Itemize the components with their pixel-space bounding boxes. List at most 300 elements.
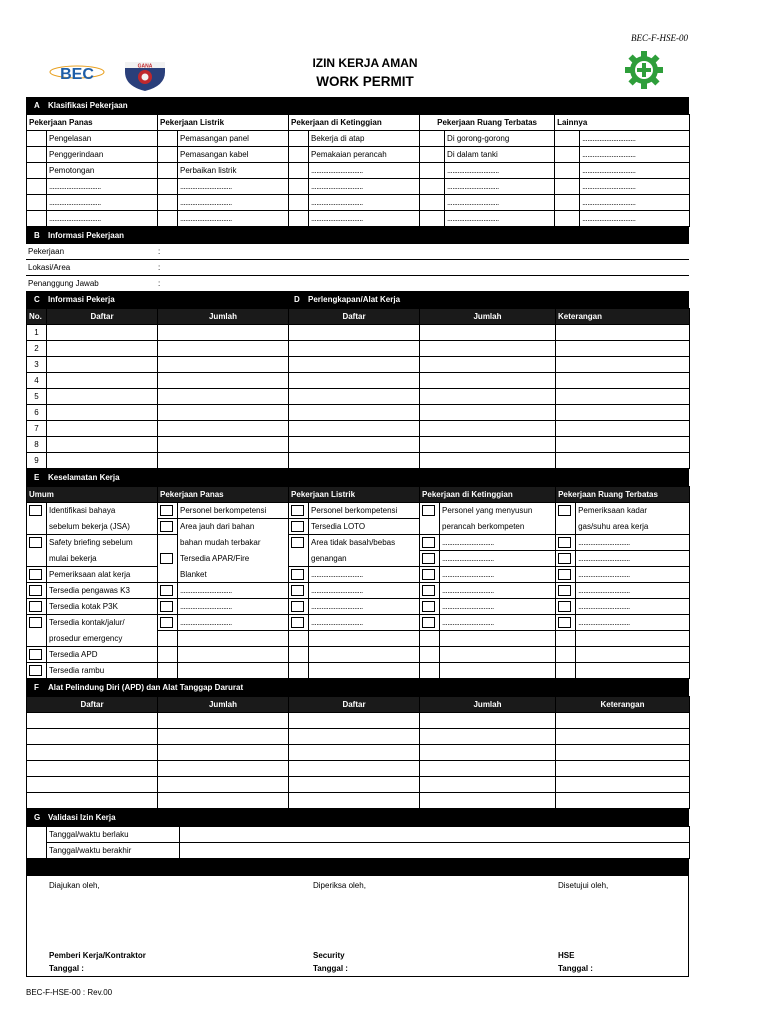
option-label[interactable]: .............................. bbox=[445, 163, 555, 179]
job-classification-table bbox=[26, 114, 690, 227]
cell[interactable] bbox=[289, 437, 420, 453]
section-title: Informasi Pekerjaan bbox=[48, 231, 125, 240]
column-header: Pekerjaan di Ketinggian bbox=[420, 487, 556, 503]
role-label: HSE bbox=[558, 951, 575, 960]
cell[interactable] bbox=[289, 389, 420, 405]
checklist-label: Tersedia kontak/jalur/ bbox=[47, 615, 158, 631]
checkbox-cell[interactable] bbox=[158, 179, 178, 195]
role-label: Security bbox=[313, 951, 345, 960]
colon: : bbox=[158, 279, 161, 288]
checklist-label: Tersedia kotak P3K bbox=[47, 599, 158, 615]
checklist-label: Personel yang menyusun bbox=[440, 503, 556, 519]
cell[interactable] bbox=[289, 713, 420, 729]
cell[interactable] bbox=[47, 325, 158, 341]
checkbox[interactable] bbox=[291, 521, 304, 532]
cell[interactable] bbox=[556, 713, 690, 729]
option-label[interactable]: ............................... bbox=[580, 147, 690, 163]
checklist-blank[interactable]: .............................. bbox=[309, 567, 420, 583]
cell[interactable] bbox=[420, 761, 556, 777]
checkbox-cell[interactable] bbox=[555, 147, 580, 163]
column-header: Daftar bbox=[289, 309, 420, 325]
column-header: No. bbox=[27, 309, 47, 325]
option-label: Pemasangan panel bbox=[178, 131, 289, 147]
cell[interactable] bbox=[420, 453, 556, 469]
checkbox-cell[interactable] bbox=[289, 131, 309, 147]
responsible-input[interactable] bbox=[156, 276, 689, 292]
table-row bbox=[27, 405, 690, 421]
cell[interactable] bbox=[47, 453, 158, 469]
column-header: Pekerjaan Panas bbox=[27, 115, 158, 131]
checkbox-cell[interactable] bbox=[27, 131, 47, 147]
job-input[interactable] bbox=[156, 244, 689, 260]
cell[interactable] bbox=[158, 793, 289, 809]
colon: : bbox=[158, 247, 161, 256]
signature-bar bbox=[26, 859, 689, 876]
checkbox-cell[interactable] bbox=[158, 131, 178, 147]
checklist-blank[interactable]: .............................. bbox=[309, 599, 420, 615]
checkbox-cell[interactable] bbox=[420, 131, 445, 147]
checklist-blank[interactable]: .............................. bbox=[440, 551, 556, 567]
checklist-label: sebelum bekerja (JSA) bbox=[47, 519, 158, 535]
cell[interactable] bbox=[556, 421, 690, 437]
row-number: 6 bbox=[27, 405, 47, 421]
column-header: Jumlah bbox=[420, 309, 556, 325]
option-label[interactable]: .............................. bbox=[309, 163, 420, 179]
cell[interactable] bbox=[556, 389, 690, 405]
option-label[interactable]: .............................. bbox=[47, 179, 158, 195]
table-row bbox=[27, 211, 690, 227]
cell[interactable] bbox=[47, 341, 158, 357]
section-b-bar bbox=[26, 227, 689, 244]
cell[interactable] bbox=[420, 357, 556, 373]
checklist-blank[interactable]: .............................. bbox=[178, 599, 289, 615]
checkbox[interactable] bbox=[160, 553, 173, 564]
table-row bbox=[27, 131, 690, 147]
checkbox-cell[interactable] bbox=[420, 195, 445, 211]
cell[interactable] bbox=[556, 437, 690, 453]
section-letter: A bbox=[34, 101, 40, 110]
cell[interactable] bbox=[158, 713, 289, 729]
cell[interactable] bbox=[289, 421, 420, 437]
table-row bbox=[27, 827, 690, 843]
cell[interactable] bbox=[289, 729, 420, 745]
checkbox[interactable] bbox=[422, 569, 435, 580]
date-label: Tanggal : bbox=[49, 964, 84, 973]
checkbox-cell[interactable] bbox=[555, 211, 580, 227]
date-label: Tanggal : bbox=[558, 964, 593, 973]
column-header: Keterangan bbox=[556, 697, 690, 713]
checklist-label: Pemeriksaan alat kerja bbox=[47, 567, 158, 583]
row-number: 2 bbox=[27, 341, 47, 357]
column-header: Umum bbox=[27, 487, 158, 503]
checklist-label: Area jauh dari bahan bbox=[178, 519, 289, 535]
cell[interactable] bbox=[47, 405, 158, 421]
cell[interactable] bbox=[158, 777, 289, 793]
checkbox[interactable] bbox=[160, 585, 173, 596]
row-number: 5 bbox=[27, 389, 47, 405]
checkbox-cell[interactable] bbox=[158, 195, 178, 211]
cell[interactable] bbox=[158, 761, 289, 777]
section-title: Informasi Pekerja bbox=[48, 295, 115, 304]
checkbox-cell[interactable] bbox=[289, 179, 309, 195]
option-label[interactable]: .............................. bbox=[309, 179, 420, 195]
column-header: Pekerjaan Panas bbox=[158, 487, 289, 503]
option-label: Di gorong-gorong bbox=[445, 131, 555, 147]
checklist-blank[interactable]: .............................. bbox=[576, 615, 690, 631]
table-row bbox=[27, 663, 690, 679]
cell[interactable] bbox=[556, 793, 690, 809]
checkbox[interactable] bbox=[422, 601, 435, 612]
cell[interactable] bbox=[158, 421, 289, 437]
checkbox[interactable] bbox=[558, 617, 571, 628]
cell[interactable] bbox=[289, 341, 420, 357]
cell[interactable] bbox=[289, 745, 420, 761]
table-row bbox=[27, 535, 690, 551]
colon: : bbox=[158, 263, 161, 272]
checkbox-cell[interactable] bbox=[555, 163, 580, 179]
table-row bbox=[27, 519, 690, 535]
checkbox[interactable] bbox=[291, 617, 304, 628]
cell[interactable] bbox=[420, 793, 556, 809]
column-header: Keterangan bbox=[556, 309, 690, 325]
table-row bbox=[27, 745, 690, 761]
checkbox[interactable] bbox=[558, 553, 571, 564]
cell[interactable] bbox=[158, 341, 289, 357]
field-label: Pekerjaan bbox=[26, 244, 156, 260]
cell[interactable] bbox=[556, 373, 690, 389]
checkbox-cell[interactable] bbox=[289, 147, 309, 163]
checkbox-cell[interactable] bbox=[158, 163, 178, 179]
section-letter: B bbox=[34, 231, 40, 240]
cell[interactable] bbox=[289, 453, 420, 469]
table-row bbox=[27, 325, 690, 341]
cell[interactable] bbox=[420, 421, 556, 437]
checkbox-cell[interactable] bbox=[420, 147, 445, 163]
cell[interactable] bbox=[47, 421, 158, 437]
checkbox[interactable] bbox=[558, 505, 571, 516]
checkbox[interactable] bbox=[291, 585, 304, 596]
checkbox[interactable] bbox=[29, 617, 42, 628]
checklist-label: Safety briefing sebelum bbox=[47, 535, 158, 551]
checklist-blank[interactable]: .............................. bbox=[309, 615, 420, 631]
column-header: Daftar bbox=[27, 697, 158, 713]
cell[interactable] bbox=[27, 729, 158, 745]
checklist-label: Personel berkompetensi bbox=[178, 503, 289, 519]
checkbox[interactable] bbox=[29, 505, 42, 516]
checkbox[interactable] bbox=[422, 537, 435, 548]
cell[interactable] bbox=[47, 437, 158, 453]
checklist-blank[interactable]: .............................. bbox=[178, 615, 289, 631]
checklist-label: Blanket bbox=[178, 567, 289, 583]
option-label: Pemasangan kabel bbox=[178, 147, 289, 163]
checkbox[interactable] bbox=[29, 537, 42, 548]
option-label[interactable]: .............................. bbox=[178, 211, 289, 227]
cell[interactable] bbox=[27, 761, 158, 777]
workers-equipment-table bbox=[26, 308, 690, 469]
cell[interactable] bbox=[420, 373, 556, 389]
cell[interactable] bbox=[289, 373, 420, 389]
table-row bbox=[27, 163, 690, 179]
section-title: Klasifikasi Pekerjaan bbox=[48, 101, 128, 110]
option-label[interactable]: .............................. bbox=[47, 211, 158, 227]
checklist-blank[interactable]: .............................. bbox=[440, 599, 556, 615]
cell[interactable] bbox=[27, 793, 158, 809]
cell[interactable] bbox=[289, 777, 420, 793]
field-label: Penanggung Jawab bbox=[28, 279, 99, 288]
checkbox-cell[interactable] bbox=[420, 163, 445, 179]
checkbox[interactable] bbox=[291, 601, 304, 612]
table-row bbox=[27, 179, 690, 195]
table-row bbox=[27, 567, 690, 583]
checkbox[interactable] bbox=[558, 569, 571, 580]
option-label[interactable]: ............................... bbox=[580, 179, 690, 195]
checklist-label: Identifikasi bahaya bbox=[47, 503, 158, 519]
cell[interactable] bbox=[289, 357, 420, 373]
checkbox-cell[interactable] bbox=[289, 163, 309, 179]
checkbox-cell[interactable] bbox=[555, 195, 580, 211]
option-label: Bekerja di atap bbox=[309, 131, 420, 147]
option-label: Penggerindaan bbox=[47, 147, 158, 163]
location-input[interactable] bbox=[156, 260, 689, 276]
checkbox-cell[interactable] bbox=[27, 211, 47, 227]
row-number: 7 bbox=[27, 421, 47, 437]
checkbox-cell[interactable] bbox=[420, 211, 445, 227]
cell[interactable] bbox=[556, 777, 690, 793]
checklist-label: Tersedia LOTO bbox=[309, 519, 420, 535]
table-row bbox=[27, 599, 690, 615]
cell[interactable] bbox=[420, 325, 556, 341]
valid-from-input[interactable] bbox=[180, 827, 690, 843]
cell[interactable] bbox=[420, 745, 556, 761]
option-label[interactable]: ............................... bbox=[580, 195, 690, 211]
row-number: 1 bbox=[27, 325, 47, 341]
checkbox[interactable] bbox=[29, 585, 42, 596]
checkbox[interactable] bbox=[160, 521, 173, 532]
cell[interactable] bbox=[420, 777, 556, 793]
checklist-blank[interactable]: .............................. bbox=[440, 583, 556, 599]
option-label[interactable]: .............................. bbox=[309, 211, 420, 227]
column-header: Pekerjaan Ruang Terbatas bbox=[556, 487, 690, 503]
checkbox[interactable] bbox=[160, 617, 173, 628]
cell[interactable] bbox=[556, 357, 690, 373]
table-row bbox=[27, 777, 690, 793]
title-english: WORK PERMIT bbox=[316, 74, 414, 89]
checklist-blank[interactable]: .............................. bbox=[309, 583, 420, 599]
table-row bbox=[27, 843, 690, 859]
cell[interactable] bbox=[289, 405, 420, 421]
signature-area bbox=[26, 876, 689, 977]
table-row bbox=[27, 713, 690, 729]
checklist-label: Pemeriksaan kadar bbox=[576, 503, 690, 519]
checkbox[interactable] bbox=[291, 505, 304, 516]
checkbox-cell[interactable] bbox=[27, 179, 47, 195]
cell[interactable] bbox=[158, 453, 289, 469]
cell[interactable] bbox=[420, 389, 556, 405]
checkbox[interactable] bbox=[29, 665, 42, 676]
checkbox-cell[interactable] bbox=[555, 179, 580, 195]
checkbox-cell[interactable] bbox=[420, 179, 445, 195]
checkbox-cell[interactable] bbox=[289, 211, 309, 227]
option-label[interactable]: .............................. bbox=[445, 195, 555, 211]
checkbox[interactable] bbox=[160, 601, 173, 612]
table-row bbox=[27, 373, 690, 389]
option-label[interactable]: .............................. bbox=[309, 195, 420, 211]
table-row bbox=[27, 551, 690, 567]
title-indonesian: IZIN KERJA AMAN bbox=[312, 56, 418, 70]
section-title: Alat Pelindung Diri (APD) dan Alat Tanggap Darurat bbox=[48, 683, 244, 692]
checklist-blank[interactable]: .............................. bbox=[576, 551, 690, 567]
checklist-label: Tersedia APAR/Fire bbox=[178, 551, 289, 567]
cell[interactable] bbox=[556, 745, 690, 761]
section-title: Perlengkapan/Alat Kerja bbox=[308, 295, 401, 304]
cell[interactable] bbox=[158, 325, 289, 341]
validation-table bbox=[26, 826, 690, 859]
checklist-label: gas/suhu area kerja bbox=[576, 519, 690, 535]
info-row bbox=[26, 260, 689, 276]
section-title: Validasi Izin Kerja bbox=[48, 813, 116, 822]
checklist-blank[interactable]: .............................. bbox=[576, 535, 690, 551]
checked-by-label: Diperiksa oleh, bbox=[313, 881, 366, 890]
checkbox-cell[interactable] bbox=[27, 163, 47, 179]
table-row bbox=[27, 631, 690, 647]
option-label[interactable]: .............................. bbox=[47, 195, 158, 211]
checkbox[interactable] bbox=[558, 601, 571, 612]
column-header: Daftar bbox=[289, 697, 420, 713]
cell[interactable] bbox=[47, 389, 158, 405]
info-row bbox=[26, 244, 689, 260]
checkbox[interactable] bbox=[160, 505, 173, 516]
column-header: Pekerjaan di Ketinggian bbox=[289, 115, 420, 131]
checkbox[interactable] bbox=[558, 537, 571, 548]
cell[interactable] bbox=[158, 389, 289, 405]
row-number: 4 bbox=[27, 373, 47, 389]
checkbox[interactable] bbox=[29, 569, 42, 580]
column-header: Pekerjaan Ruang Terbatas bbox=[420, 115, 555, 131]
checkbox-cell[interactable] bbox=[158, 147, 178, 163]
cell[interactable] bbox=[158, 745, 289, 761]
column-header: Pekerjaan Listrik bbox=[158, 115, 289, 131]
checkbox-cell[interactable] bbox=[158, 211, 178, 227]
column-header: Daftar bbox=[47, 309, 158, 325]
checklist-blank[interactable]: .............................. bbox=[576, 583, 690, 599]
table-row bbox=[27, 357, 690, 373]
option-label[interactable]: ............................... bbox=[580, 163, 690, 179]
cell[interactable] bbox=[556, 325, 690, 341]
checklist-blank[interactable]: .............................. bbox=[178, 583, 289, 599]
cell[interactable] bbox=[47, 373, 158, 389]
section-title: Keselamatan Kerja bbox=[48, 473, 120, 482]
cell[interactable] bbox=[158, 405, 289, 421]
section-cd-bar bbox=[26, 291, 689, 308]
option-label: Perbaikan listrik bbox=[178, 163, 289, 179]
table-row bbox=[27, 453, 690, 469]
cell[interactable] bbox=[289, 761, 420, 777]
k3-safety-gear-icon bbox=[624, 50, 664, 90]
cell[interactable] bbox=[556, 729, 690, 745]
table-row bbox=[27, 389, 690, 405]
cell[interactable] bbox=[556, 341, 690, 357]
cell[interactable] bbox=[420, 713, 556, 729]
cell[interactable] bbox=[420, 729, 556, 745]
checkbox[interactable] bbox=[291, 569, 304, 580]
checkbox[interactable] bbox=[29, 649, 42, 660]
cell[interactable] bbox=[27, 777, 158, 793]
section-letter: E bbox=[34, 473, 40, 482]
cell[interactable] bbox=[420, 341, 556, 357]
column-header: Lainnya bbox=[555, 115, 690, 131]
checklist-blank[interactable]: .............................. bbox=[576, 567, 690, 583]
cell[interactable] bbox=[158, 437, 289, 453]
checklist-blank[interactable]: .............................. bbox=[440, 615, 556, 631]
cell[interactable] bbox=[158, 729, 289, 745]
cell[interactable] bbox=[47, 357, 158, 373]
option-label[interactable]: .............................. bbox=[445, 211, 555, 227]
column-header: Jumlah bbox=[158, 309, 289, 325]
checklist-label: perancah berkompeten bbox=[440, 519, 556, 535]
date-label: Tanggal : bbox=[313, 964, 348, 973]
cell[interactable] bbox=[420, 405, 556, 421]
checklist-blank[interactable]: .............................. bbox=[440, 567, 556, 583]
document-code: BEC-F-HSE-00 bbox=[631, 33, 688, 43]
field-label: Tanggal/waktu berakhir bbox=[47, 843, 180, 859]
checkbox[interactable] bbox=[422, 585, 435, 596]
cell[interactable] bbox=[289, 793, 420, 809]
cell[interactable] bbox=[556, 453, 690, 469]
table-row bbox=[27, 341, 690, 357]
checkbox[interactable] bbox=[422, 617, 435, 628]
option-label[interactable]: .............................. bbox=[445, 179, 555, 195]
field-label: Lokasi/Area bbox=[26, 260, 156, 276]
checkbox-cell[interactable] bbox=[289, 195, 309, 211]
safety-checklist-table bbox=[26, 486, 690, 679]
option-label[interactable]: .............................. bbox=[178, 179, 289, 195]
checkbox-cell[interactable] bbox=[555, 131, 580, 147]
column-header: Pekerjaan Listrik bbox=[289, 487, 420, 503]
checkbox[interactable] bbox=[29, 601, 42, 612]
cell[interactable] bbox=[158, 357, 289, 373]
cell[interactable] bbox=[27, 713, 158, 729]
option-label[interactable]: .............................. bbox=[178, 195, 289, 211]
row-number: 9 bbox=[27, 453, 47, 469]
option-label[interactable]: ............................... bbox=[580, 211, 690, 227]
cell[interactable] bbox=[289, 325, 420, 341]
checkbox[interactable] bbox=[422, 505, 435, 516]
cell[interactable] bbox=[556, 761, 690, 777]
table-row bbox=[27, 195, 690, 211]
checkbox[interactable] bbox=[422, 553, 435, 564]
checklist-label: Tersedia rambu bbox=[47, 663, 158, 679]
table-row bbox=[27, 729, 690, 745]
cell[interactable] bbox=[420, 437, 556, 453]
checklist-blank[interactable]: .............................. bbox=[440, 535, 556, 551]
cell[interactable] bbox=[158, 373, 289, 389]
role-label: Pemberi Kerja/Kontraktor bbox=[49, 951, 146, 960]
option-label[interactable]: ............................... bbox=[580, 131, 690, 147]
checkbox[interactable] bbox=[291, 537, 304, 548]
checkbox-cell[interactable] bbox=[27, 195, 47, 211]
valid-until-input[interactable] bbox=[180, 843, 690, 859]
option-label: Pengelasan bbox=[47, 131, 158, 147]
checklist-blank[interactable]: .............................. bbox=[576, 599, 690, 615]
checklist-label: Area tidak basah/bebas bbox=[309, 535, 420, 551]
checkbox[interactable] bbox=[558, 585, 571, 596]
section-letter: C bbox=[34, 295, 40, 304]
checkbox-cell[interactable] bbox=[27, 147, 47, 163]
checklist-label: prosedur emergency bbox=[47, 631, 158, 647]
cell[interactable] bbox=[27, 745, 158, 761]
section-letter: D bbox=[294, 295, 300, 304]
cell[interactable] bbox=[556, 405, 690, 421]
